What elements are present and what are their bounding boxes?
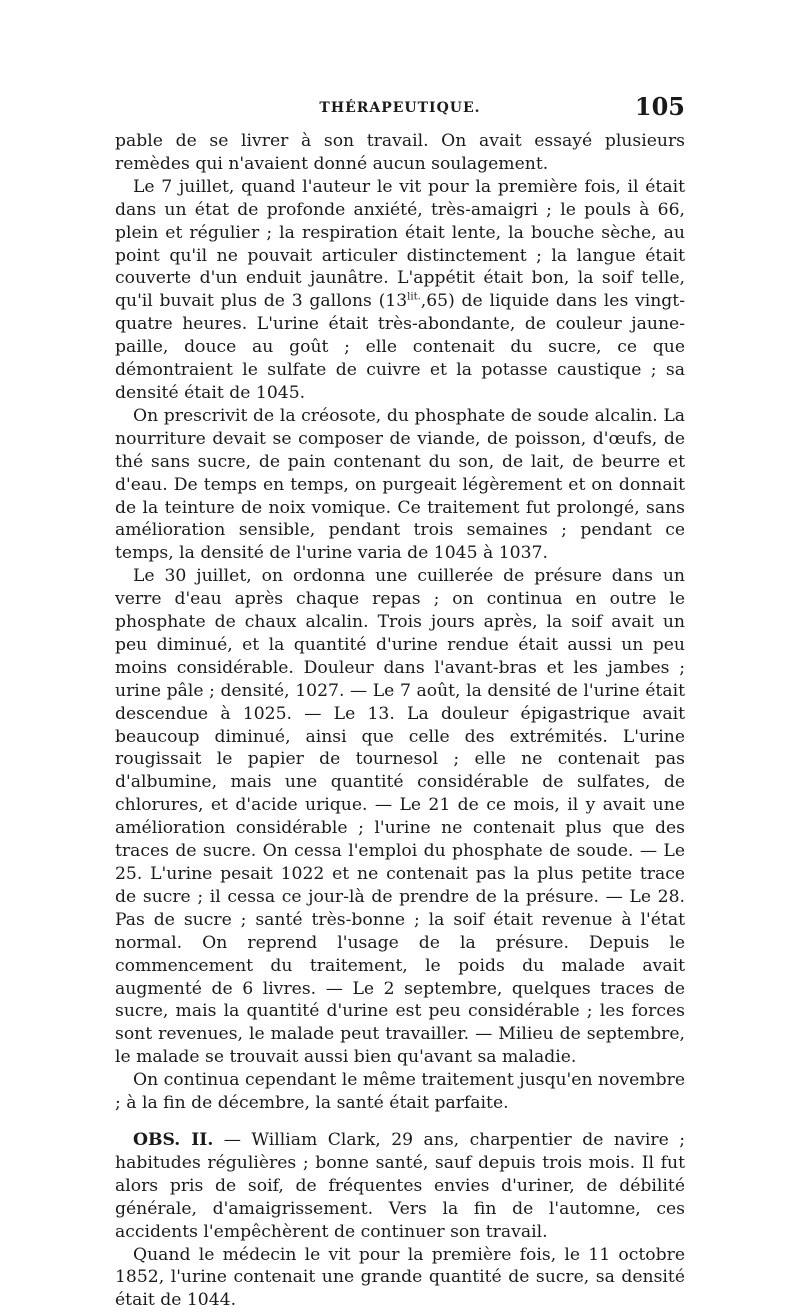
running-head bbox=[115, 92, 685, 128]
page-number: 105 bbox=[635, 92, 685, 121]
paragraph-july-30: Le 30 juillet, on ordonna une cuillerée de présure dans un verre d'eau après chaque repas ; on continua en outre le phosphate de chaux alcalin. Trois jours après, la soif avait un peu diminué, et la quantité d'urine rendue était aussi un peu moins considérable. Douleur dans l'avant-bras et les jambes ; urine pâle ; densité, 1027. — Le 7 août, la densité de l'urine était descendue à 1025. — Le 13. La douleur épigastrique avait beaucoup diminué, ainsi que celle des extrémités. L'urine rougissait le papier de tournesol ; elle ne contenait pas d'albumine, mais une quantité considérable de sulfates, de chlorures, et d'acide urique. — Le 21 de ce mois, il y avait une amélioration considérable ; l'urine ne contenait plus que des traces de sucre. On cessa l'emploi du phosphate de soude. — Le 25. L'urine pesait 1022 et ne contenait pas la plus petite trace de sucre ; il cessa ce jour-là de prendre de la présure. — Le 28. Pas de sucre ; santé très-bonne ; la soif était revenue à l'état normal. On reprend l'usage de la présure. Depuis le commencement du traitement, le poids du malade avait augmenté de 6 livres. — Le 2 septembre, quelques traces de sucre, mais la quantité d'urine est peu considérable ; les forces sont revenues, le malade peut travailler. — Milieu de septembre, le malade se trouvait aussi bien qu'avant sa maladie. bbox=[115, 565, 685, 1069]
body-text bbox=[115, 130, 685, 1312]
observation-2 bbox=[115, 1129, 685, 1244]
paragraph-prescription: On prescrivit de la créosote, du phosphate de soude alcalin. La nourriture devait se composer de viande, de poisson, d'œufs, de thé sans sucre, de pain contenant du son, de lait, de beurre et d'eau. De temps en temps, on purgeait légèrement et on donnait de la teinture de noix vomique. Ce traitement fut prolongé, sans amélioration sensible, pendant trois semaines ; pendant ce temps, la densité de l'urine varia de 1045 à 1037. bbox=[115, 405, 685, 565]
unit-superscript: lit. bbox=[407, 292, 421, 303]
paragraph-october-1852: Quand le médecin le vit pour la première fois, le 11 octobre 1852, l'urine contenait une grande quantité de sucre, sa densité était de 1044. bbox=[115, 1244, 685, 1312]
observation-text: — William Clark, 29 ans, charpentier de navire ; habitudes régulières ; bonne santé, sauf depuis trois mois. Il fut alors pris de soif, de fréquentes envies d'uriner, de débilité générale, d'amaigrissement. Vers la fin de l'automne, ces accidents l'empêchèrent de continuer son travail. bbox=[115, 1130, 685, 1242]
paragraph-december: On continua cependant le même traitement jusqu'en novembre ; à la fin de décembre, la santé était parfaite. bbox=[115, 1069, 685, 1115]
paragraph-continuation: pable de se livrer à son travail. On avait essayé plusieurs remèdes qui n'avaient donné aucun soulagement. bbox=[115, 130, 685, 176]
paragraph-july-7: Le 7 juillet, quand l'auteur le vit pour la première fois, il était dans un état de profonde anxiété, très-amaigri ; le pouls à 66, plein et régulier ; la respiration était lente, la bouche sèche, au point qu'il ne pouvait articuler distinctement ; la langue était couverte d'un enduit jaunâtre. L'appétit était bon, la soif telle, qu'il buvait plus de 3 gallons $(13^{lit.},65)$ de liquide dans les vingt-quatre heures. L'urine était très-abondante, de couleur jaune-paille, douce au goût ; elle contenait du sucre, ce que démontraient le sulfate de cuivre et la potasse caustique ; sa densité était de 1045. bbox=[115, 176, 685, 405]
running-title: THÉRAPEUTIQUE. bbox=[115, 100, 685, 116]
observation-heading: OBS. II. bbox=[133, 1130, 213, 1150]
